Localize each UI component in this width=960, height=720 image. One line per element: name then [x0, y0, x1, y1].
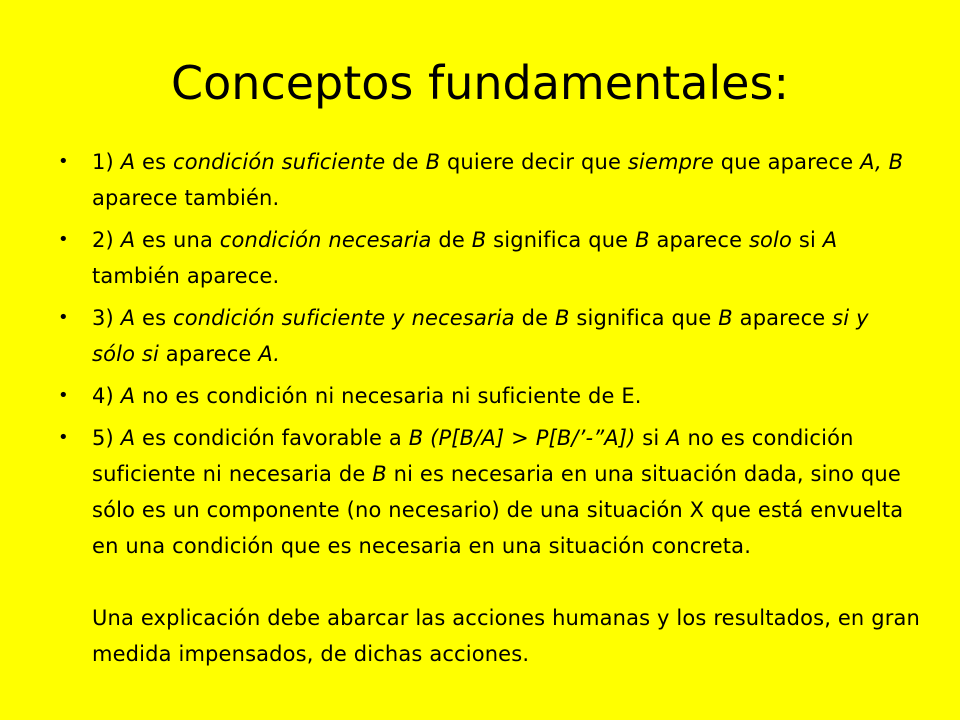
- text-segment: no es condición suficiente ni necesaria de: [92, 426, 854, 486]
- italic-segment: siempre: [627, 150, 714, 174]
- bullet-item-4: [52, 378, 912, 414]
- italic-segment: condición suficiente y necesaria: [173, 306, 515, 330]
- italic-segment: A, B: [860, 150, 904, 174]
- italic-segment: B: [635, 228, 650, 252]
- text-segment: significa que: [569, 306, 719, 330]
- italic-segment: P[B/’-”A]): [535, 426, 636, 450]
- text-segment: 1): [92, 150, 121, 174]
- text-segment: no es condición ni necesaria ni suficiente de E.: [135, 384, 642, 408]
- italic-segment: B: [471, 228, 487, 252]
- text-segment: ni es necesaria en una situación dada, sino que sólo es un componente (no necesario) de una situación X que está envuelta en una condición que es necesaria en una situación concreta.: [92, 462, 904, 558]
- italic-segment: solo: [748, 228, 793, 252]
- italic-segment: A: [666, 426, 681, 450]
- text-segment: aparece: [732, 306, 833, 330]
- italic-segment: B: [372, 462, 387, 486]
- text-segment: significa que: [486, 228, 636, 252]
- italic-segment: B: [718, 306, 733, 330]
- italic-segment: A: [120, 384, 136, 408]
- bullet-item-3: [52, 300, 912, 372]
- bullet-text: [92, 384, 642, 408]
- text-segment: aparece también.: [92, 186, 280, 210]
- italic-segment: si y sólo si: [92, 306, 869, 366]
- text-segment: >: [504, 426, 536, 450]
- bullet-dot: •: [58, 307, 69, 328]
- text-segment: de: [385, 150, 426, 174]
- bullet-item-5: [52, 420, 912, 564]
- italic-segment: A: [120, 228, 136, 252]
- bullet-dot: •: [58, 385, 69, 406]
- text-segment: es: [135, 150, 174, 174]
- text-segment: de: [514, 306, 555, 330]
- text-segment: 5): [92, 426, 121, 450]
- text-segment: si: [635, 426, 667, 450]
- italic-segment: A: [822, 228, 838, 252]
- text-segment: que aparece: [713, 150, 861, 174]
- slide-title: Conceptos fundamentales:: [171, 56, 789, 110]
- text-segment: de: [431, 228, 472, 252]
- italic-segment: B: [554, 306, 570, 330]
- text-segment: es: [135, 306, 174, 330]
- italic-segment: A: [120, 150, 136, 174]
- bullet-item-1: [52, 144, 912, 216]
- bullet-text: [92, 306, 869, 366]
- bullet-text: [92, 228, 837, 288]
- closing-paragraph: Una explicación debe abarcar las acciones humanas y los resultados, en gran medida impensados, de dichas acciones.: [92, 606, 920, 666]
- italic-segment: A: [120, 426, 136, 450]
- text-segment: 2): [92, 228, 121, 252]
- italic-segment: condición necesaria: [219, 228, 432, 252]
- bullet-dot: •: [58, 151, 69, 172]
- text-segment: si: [792, 228, 823, 252]
- bullet-dot: •: [58, 229, 69, 250]
- text-segment: quiere decir que: [440, 150, 628, 174]
- italic-segment: B (P[B/A]: [408, 426, 505, 450]
- text-segment: es condición favorable a: [135, 426, 409, 450]
- bullet-list: [52, 144, 912, 570]
- italic-segment: condición suficiente: [173, 150, 386, 174]
- text-segment: también aparece.: [92, 264, 280, 288]
- text-segment: 4): [92, 384, 121, 408]
- italic-segment: A.: [258, 342, 281, 366]
- italic-segment: A: [120, 306, 136, 330]
- bullet-item-2: [52, 222, 912, 294]
- bullet-dot: •: [58, 427, 69, 448]
- text-segment: aparece: [158, 342, 259, 366]
- text-segment: aparece: [649, 228, 749, 252]
- text-segment: es una: [135, 228, 220, 252]
- bullet-text: [92, 150, 903, 210]
- bullet-text: [92, 426, 903, 558]
- text-segment: 3): [92, 306, 121, 330]
- italic-segment: B: [425, 150, 441, 174]
